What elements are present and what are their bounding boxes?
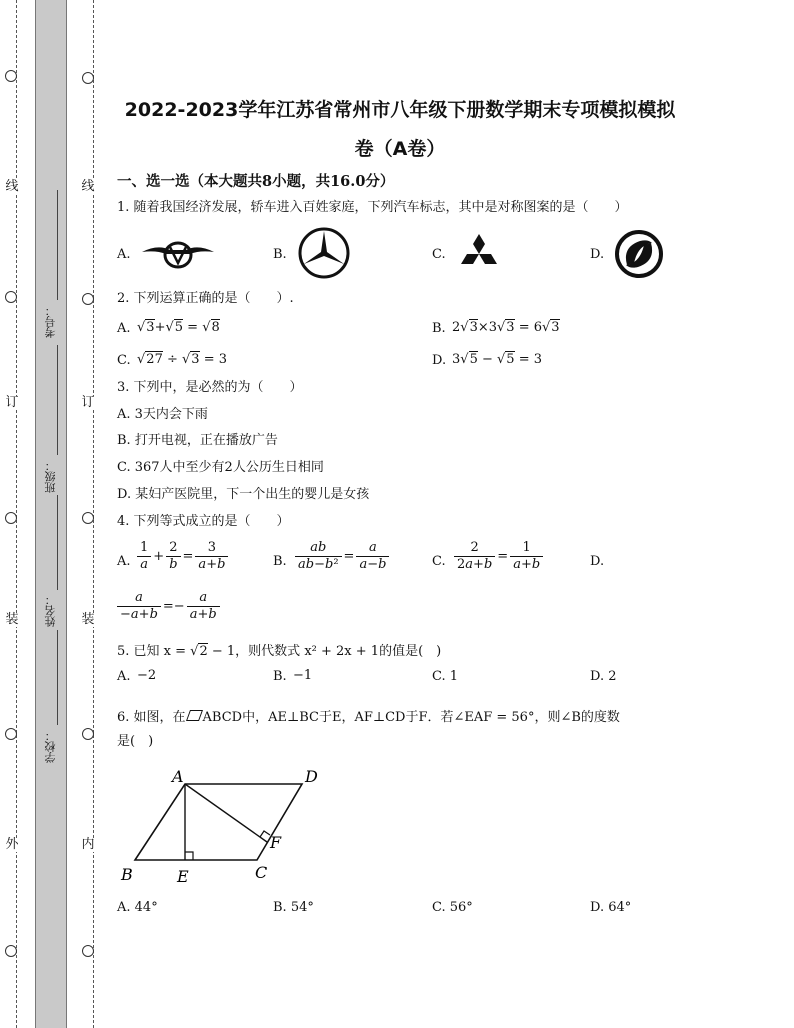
question-3-stem: 3. 下列中，是必然的为（ ） (117, 380, 303, 395)
question-2-stem: 2. 下列运算正确的是（ ）. (117, 291, 294, 306)
question-4-stem: 4. 下列等式成立的是（ ） (117, 514, 290, 529)
margin-char: 订 (81, 395, 95, 410)
three-diamond-logo-icon (456, 232, 502, 272)
q2-option-a-label: A. (117, 321, 131, 336)
binding-hole-icon (82, 512, 94, 524)
q6-option-d: D. 64° (590, 900, 632, 915)
q3-option-a: A. 3天内会下雨 (117, 407, 208, 422)
field-underline (57, 345, 58, 455)
point-label-e: E (177, 867, 189, 886)
margin-char: 线 (5, 179, 19, 194)
question-1-stem: 1. 随着我国经济发展，轿车进入百姓家庭，下列汽车标志，其中是对称图案的是（ ） (117, 200, 628, 215)
q2-option-d-label: D. (432, 353, 447, 368)
q1-option-d-label: D. (590, 247, 605, 262)
q2-option-c-expr: √27 ÷ √3 = 3 (137, 352, 228, 367)
binding-hole-icon (82, 293, 94, 305)
point-label-d: D (305, 767, 318, 786)
binding-hole-icon (5, 512, 17, 524)
q5-option-d: D. 2 (590, 669, 617, 684)
q4-option-b-expr: $\frac{ab}{\text{ab−b²}}$ = $\frac{a}{a-b}$ (293, 540, 391, 573)
q3-option-b: B. 打开电视，正在播放广告 (117, 433, 278, 448)
question-5-stem: 5. 已知 x = √2 − 1，则代数式 x² + 2x + 1的值是( ) (117, 644, 442, 659)
question-6-stem-line2: 是( ) (117, 734, 154, 749)
field-label-school: 学校： (44, 730, 57, 763)
margin-char: 装 (5, 612, 19, 627)
margin-char: 内 (81, 837, 95, 852)
q4-option-b-label: B. (273, 554, 287, 569)
binding-hole-icon (82, 728, 94, 740)
binding-hole-icon (82, 72, 94, 84)
binding-hole-icon (82, 945, 94, 957)
q4-option-a-expr: $\frac{1}{a}$ + $\frac{2}{b}$ = $\frac{3}{a+b}$ (135, 540, 230, 573)
three-pointed-star-logo-icon (297, 226, 351, 280)
margin-char: 订 (5, 395, 19, 410)
binding-strip (35, 0, 67, 1028)
q2-option-b-label: B. (432, 321, 446, 336)
q4-option-d-expr: $\frac{a}{-a+b}$ =− $\frac{a}{a+b}$ (115, 590, 222, 623)
binding-hole-icon (5, 728, 17, 740)
q6-option-c: C. 56° (432, 900, 473, 915)
field-label-exam-number: 考号： (44, 305, 57, 338)
margin-char: 装 (81, 612, 95, 627)
q4-option-a-label: A. (117, 554, 131, 569)
circular-swirl-logo-icon (614, 229, 664, 279)
binding-hole-icon (5, 70, 17, 82)
binding-hole-icon (5, 291, 17, 303)
field-label-class: 班级： (44, 460, 57, 493)
q1-option-b-label: B. (273, 247, 287, 262)
winged-logo-icon (140, 236, 216, 272)
q5-option-a-value: −2 (137, 668, 157, 683)
q2-option-c-label: C. (117, 353, 131, 368)
point-label-f: F (270, 833, 282, 852)
field-underline (57, 495, 58, 590)
q5-option-a-label: A. (117, 669, 131, 684)
q2-option-a-expr: √3+√5 = √8 (137, 320, 220, 335)
margin-char: 线 (81, 179, 95, 194)
q4-option-d-label: D. (590, 554, 605, 569)
q4-option-c-label: C. (432, 554, 446, 569)
point-label-b: B (121, 865, 133, 884)
section-heading: 一、选一选（本大题共8小题，共16.0分） (117, 173, 395, 190)
q5-option-b-label: B. (273, 669, 287, 684)
parallelogram-symbol-icon (186, 710, 203, 721)
q3-option-c: C. 367人中至少有2人公历生日相同 (117, 460, 324, 475)
q5-option-b-value: −1 (293, 668, 313, 683)
parallelogram-figure (115, 762, 335, 892)
q2-option-d-expr: 3√5 − √5 = 3 (452, 352, 543, 367)
field-underline (57, 190, 58, 300)
q6-option-a: A. 44° (117, 900, 158, 915)
q4-option-c-expr: $\frac{2}{2a+b}$ = $\frac{1}{a+b}$ (452, 540, 545, 573)
q6-option-b: B. 54° (273, 900, 314, 915)
page-title-line2: 卷（A卷） (354, 138, 446, 160)
q5-option-c: C. 1 (432, 669, 459, 684)
q1-option-a-label: A. (117, 247, 131, 262)
field-underline (57, 630, 58, 725)
q1-option-c-label: C. (432, 247, 446, 262)
field-label-name: 姓名： (44, 594, 57, 627)
point-label-c: C (255, 863, 268, 882)
page-title: 2022-2023学年江苏省常州市八年级下册数学期末专项模拟模拟 (124, 99, 676, 121)
q2-option-b-expr: 2√3×3√3 = 6√3 (452, 320, 560, 335)
binding-hole-icon (5, 945, 17, 957)
q3-option-d: D. 某妇产医院里，下一个出生的婴儿是女孩 (117, 487, 370, 502)
margin-char: 外 (5, 837, 19, 852)
point-label-a: A (172, 767, 184, 786)
question-6-stem: 6. 如图，在 ABCD中，AE⊥BC于E，AF⊥CD于F．若∠EAF = 56°，则∠B的度数 (117, 710, 620, 725)
